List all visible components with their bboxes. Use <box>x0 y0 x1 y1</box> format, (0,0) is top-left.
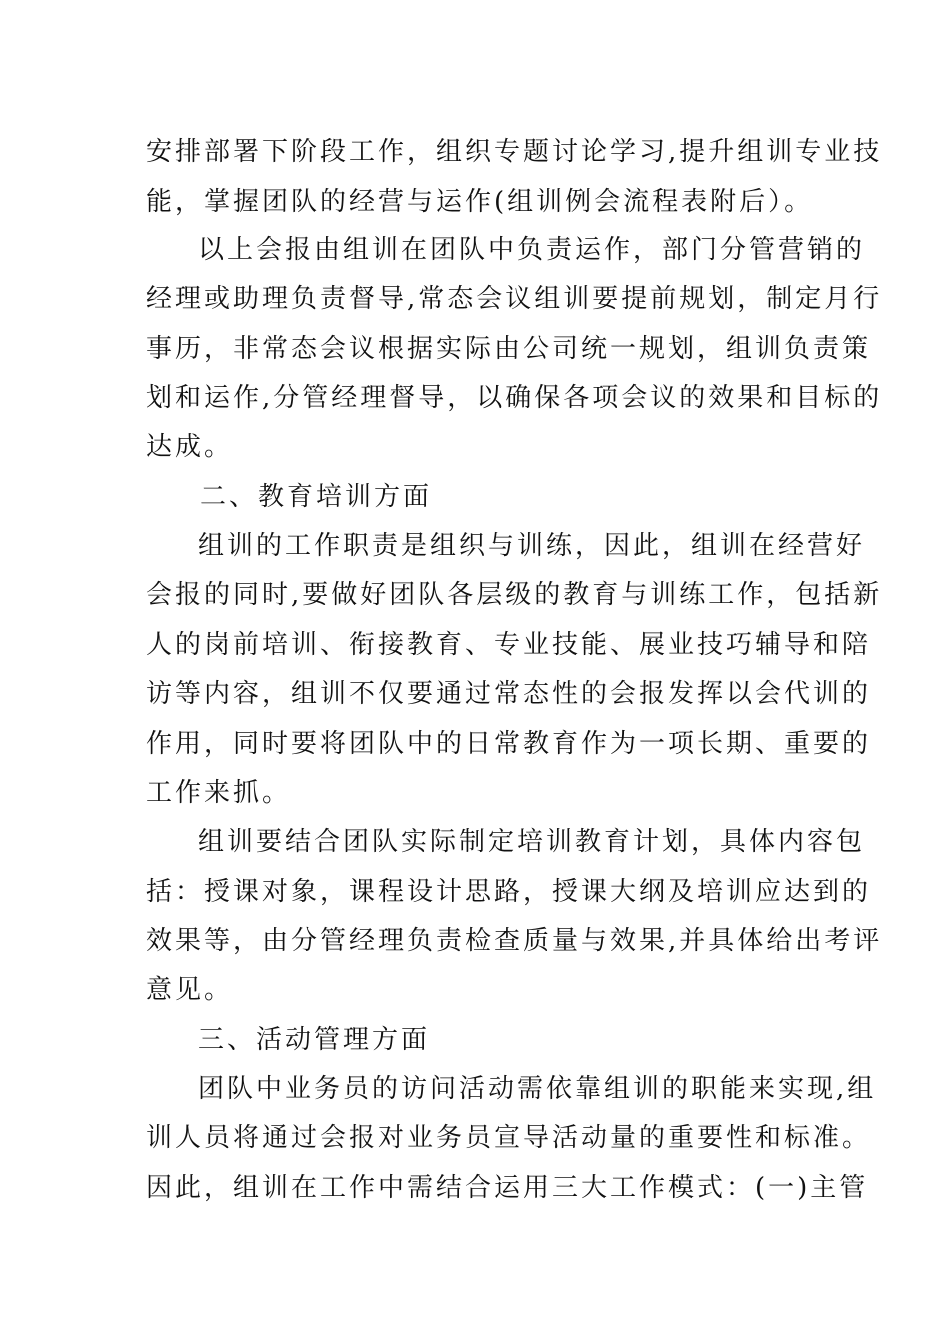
paragraph-line: 以上会报由组训在团队中负责运作，部门分管营销的 <box>198 235 866 265</box>
paragraph-line: 团队中业务员的访问活动需依靠组训的职能来实现,组 <box>198 1074 877 1104</box>
paragraph-line: 会报的同时,要做好团队各层级的教育与训练工作，包括新 <box>146 580 883 610</box>
paragraph-line: 工作来抓。 <box>146 778 292 808</box>
paragraph-line: 组训要结合团队实际制定培训教育计划，具体内容包 <box>198 827 866 857</box>
paragraph-line: 括：授课对象，课程设计思路，授课大纲及培训应达到的 <box>146 877 872 907</box>
paragraph-line: 组训的工作职责是组织与训练，因此，组训在经营好 <box>198 531 866 561</box>
paragraph-line: 意见。 <box>146 975 234 1005</box>
paragraph-line: 达成。 <box>146 432 234 462</box>
paragraph-line: 事历，非常态会议根据实际由公司统一规划，组训负责策 <box>146 334 872 364</box>
paragraph-line: 训人员将通过会报对业务员宣导活动量的重要性和标准。 <box>146 1123 872 1153</box>
paragraph-line: 人的岗前培训、衔接教育、专业技能、展业技巧辅导和陪 <box>146 630 872 660</box>
paragraph-line: 效果等，由分管经理负责检查质量与效果,并具体给出考评 <box>146 926 883 956</box>
paragraph-line: 因此，组训在工作中需结合运用三大工作模式：(一)主管 <box>146 1173 869 1203</box>
section-heading: 二、教育培训方面 <box>200 482 433 512</box>
paragraph-line: 作用，同时要将团队中的日常教育作为一项长期、重要的 <box>146 729 872 759</box>
paragraph-line: 经理或助理负责督导,常态会议组训要提前规划，制定月行 <box>146 284 883 314</box>
paragraph-line: 安排部署下阶段工作，组织专题讨论学习,提升组训专业技 <box>146 137 883 167</box>
section-heading: 三、活动管理方面 <box>198 1025 431 1055</box>
paragraph-line: 访等内容，组训不仅要通过常态性的会报发挥以会代训的 <box>146 679 872 709</box>
paragraph-line: 能，掌握团队的经营与运作(组训例会流程表附后）。 <box>146 187 814 217</box>
paragraph-line: 划和运作,分管经理督导，以确保各项会议的效果和目标的 <box>146 383 883 413</box>
